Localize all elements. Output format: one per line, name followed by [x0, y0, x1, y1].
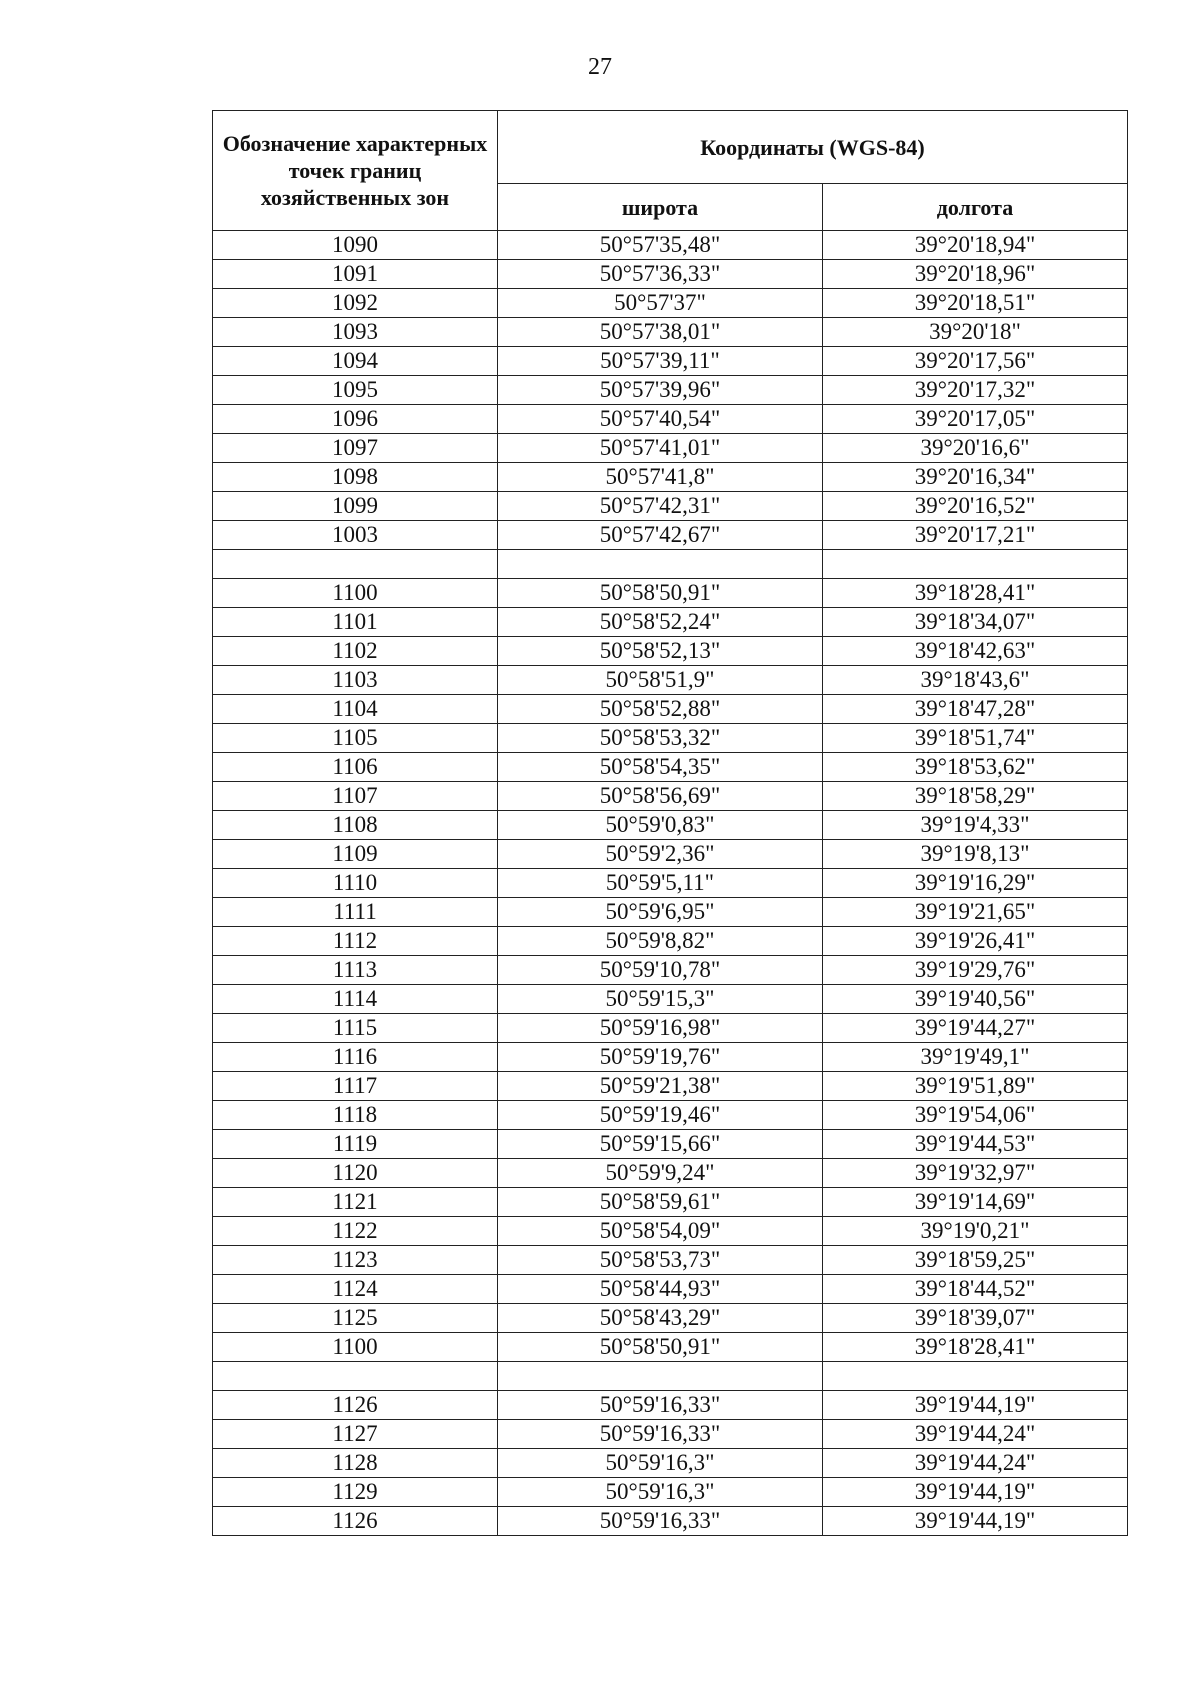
table-row — [213, 1275, 1128, 1304]
table-row — [213, 1101, 1128, 1130]
latitude-cell: 50°58'53,32" — [498, 724, 823, 753]
header-coordinates: Координаты (WGS-84) — [498, 111, 1128, 184]
latitude-cell: 50°58'59,61" — [498, 1188, 823, 1217]
table-row — [213, 1449, 1128, 1478]
coordinates-table-container — [212, 110, 1127, 1536]
latitude-cell: 50°59'16,98" — [498, 1014, 823, 1043]
latitude-cell: 50°57'41,01" — [498, 434, 823, 463]
longitude-cell: 39°19'54,06" — [823, 1101, 1128, 1130]
point-id-cell: 1003 — [213, 521, 498, 550]
longitude-cell: 39°20'17,56" — [823, 347, 1128, 376]
longitude-cell: 39°20'17,05" — [823, 405, 1128, 434]
latitude-cell: 50°57'37" — [498, 289, 823, 318]
page-number: 27 — [588, 54, 612, 80]
point-id-cell: 1101 — [213, 608, 498, 637]
table-row — [213, 1246, 1128, 1275]
table-row — [213, 1014, 1128, 1043]
table-row — [213, 1072, 1128, 1101]
table-row — [213, 434, 1128, 463]
point-id-cell: 1090 — [213, 231, 498, 260]
table-row — [213, 1159, 1128, 1188]
table-row — [213, 869, 1128, 898]
point-id-cell: 1119 — [213, 1130, 498, 1159]
point-id-cell: 1107 — [213, 782, 498, 811]
table-row — [213, 782, 1128, 811]
longitude-cell: 39°19'14,69" — [823, 1188, 1128, 1217]
latitude-cell: 50°57'39,11" — [498, 347, 823, 376]
longitude-cell: 39°19'44,24" — [823, 1449, 1128, 1478]
point-id-cell: 1126 — [213, 1507, 498, 1536]
longitude-cell: 39°18'51,74" — [823, 724, 1128, 753]
latitude-cell: 50°57'40,54" — [498, 405, 823, 434]
latitude-cell: 50°59'16,33" — [498, 1420, 823, 1449]
point-id-cell: 1129 — [213, 1478, 498, 1507]
table-row — [213, 1362, 1128, 1391]
point-id-cell: 1100 — [213, 579, 498, 608]
longitude-cell: 39°20'18,94" — [823, 231, 1128, 260]
longitude-cell: 39°19'40,56" — [823, 985, 1128, 1014]
point-id-cell: 1094 — [213, 347, 498, 376]
table-row — [213, 753, 1128, 782]
table-row — [213, 405, 1128, 434]
header-longitude: долгота — [823, 184, 1128, 231]
latitude-cell: 50°58'53,73" — [498, 1246, 823, 1275]
table-row — [213, 289, 1128, 318]
longitude-cell: 39°18'44,52" — [823, 1275, 1128, 1304]
latitude-cell: 50°59'8,82" — [498, 927, 823, 956]
longitude-cell: 39°19'49,1" — [823, 1043, 1128, 1072]
longitude-cell: 39°20'17,21" — [823, 521, 1128, 550]
point-id-cell: 1122 — [213, 1217, 498, 1246]
latitude-cell: 50°59'21,38" — [498, 1072, 823, 1101]
longitude-cell: 39°19'26,41" — [823, 927, 1128, 956]
longitude-cell: 39°18'43,6" — [823, 666, 1128, 695]
longitude-cell — [823, 550, 1128, 579]
latitude-cell: 50°59'0,83" — [498, 811, 823, 840]
latitude-cell: 50°59'15,3" — [498, 985, 823, 1014]
point-id-cell: 1125 — [213, 1304, 498, 1333]
table-row — [213, 550, 1128, 579]
header-latitude: широта — [498, 184, 823, 231]
latitude-cell: 50°57'41,8" — [498, 463, 823, 492]
longitude-cell: 39°20'16,52" — [823, 492, 1128, 521]
table-header — [213, 111, 1128, 231]
point-id-cell: 1116 — [213, 1043, 498, 1072]
latitude-cell: 50°59'16,33" — [498, 1391, 823, 1420]
table-row — [213, 1217, 1128, 1246]
latitude-cell: 50°58'52,13" — [498, 637, 823, 666]
latitude-cell: 50°59'19,76" — [498, 1043, 823, 1072]
point-id-cell: 1128 — [213, 1449, 498, 1478]
point-id-cell: 1118 — [213, 1101, 498, 1130]
latitude-cell: 50°58'51,9" — [498, 666, 823, 695]
table-row — [213, 1130, 1128, 1159]
latitude-cell: 50°59'5,11" — [498, 869, 823, 898]
longitude-cell: 39°19'44,27" — [823, 1014, 1128, 1043]
table-row — [213, 231, 1128, 260]
latitude-cell: 50°59'2,36" — [498, 840, 823, 869]
table-row — [213, 1420, 1128, 1449]
latitude-cell: 50°59'6,95" — [498, 898, 823, 927]
longitude-cell: 39°19'44,19" — [823, 1391, 1128, 1420]
longitude-cell: 39°19'29,76" — [823, 956, 1128, 985]
table-row — [213, 463, 1128, 492]
longitude-cell: 39°20'18,51" — [823, 289, 1128, 318]
latitude-cell: 50°58'56,69" — [498, 782, 823, 811]
table-row — [213, 260, 1128, 289]
latitude-cell: 50°58'52,24" — [498, 608, 823, 637]
longitude-cell: 39°18'53,62" — [823, 753, 1128, 782]
point-id-cell: 1097 — [213, 434, 498, 463]
table-row — [213, 985, 1128, 1014]
point-id-cell: 1093 — [213, 318, 498, 347]
table-row — [213, 1391, 1128, 1420]
table-row — [213, 376, 1128, 405]
point-id-cell: 1098 — [213, 463, 498, 492]
table-row — [213, 1478, 1128, 1507]
latitude-cell: 50°58'50,91" — [498, 579, 823, 608]
longitude-cell: 39°18'39,07" — [823, 1304, 1128, 1333]
point-id-cell: 1095 — [213, 376, 498, 405]
longitude-cell: 39°18'42,63" — [823, 637, 1128, 666]
longitude-cell: 39°19'44,19" — [823, 1507, 1128, 1536]
table-row — [213, 1188, 1128, 1217]
latitude-cell: 50°59'10,78" — [498, 956, 823, 985]
point-id-cell: 1108 — [213, 811, 498, 840]
point-id-cell — [213, 1362, 498, 1391]
point-id-cell: 1121 — [213, 1188, 498, 1217]
table-row — [213, 318, 1128, 347]
point-id-cell: 1113 — [213, 956, 498, 985]
table-row — [213, 1507, 1128, 1536]
point-id-cell: 1117 — [213, 1072, 498, 1101]
latitude-cell: 50°59'9,24" — [498, 1159, 823, 1188]
latitude-cell: 50°58'50,91" — [498, 1333, 823, 1362]
longitude-cell: 39°18'28,41" — [823, 1333, 1128, 1362]
longitude-cell: 39°20'17,32" — [823, 376, 1128, 405]
latitude-cell: 50°57'42,67" — [498, 521, 823, 550]
point-id-cell: 1115 — [213, 1014, 498, 1043]
longitude-cell: 39°19'44,24" — [823, 1420, 1128, 1449]
point-id-cell: 1104 — [213, 695, 498, 724]
table-row — [213, 521, 1128, 550]
table-row — [213, 492, 1128, 521]
longitude-cell: 39°19'51,89" — [823, 1072, 1128, 1101]
latitude-cell: 50°59'16,3" — [498, 1449, 823, 1478]
point-id-cell: 1114 — [213, 985, 498, 1014]
point-id-cell: 1096 — [213, 405, 498, 434]
table-body — [213, 231, 1128, 1536]
table-row — [213, 1333, 1128, 1362]
longitude-cell: 39°19'16,29" — [823, 869, 1128, 898]
point-id-cell: 1099 — [213, 492, 498, 521]
table-row — [213, 637, 1128, 666]
point-id-cell: 1127 — [213, 1420, 498, 1449]
latitude-cell — [498, 550, 823, 579]
longitude-cell: 39°18'58,29" — [823, 782, 1128, 811]
longitude-cell: 39°20'18,96" — [823, 260, 1128, 289]
latitude-cell: 50°57'35,48" — [498, 231, 823, 260]
table-row — [213, 579, 1128, 608]
table-row — [213, 898, 1128, 927]
latitude-cell: 50°57'36,33" — [498, 260, 823, 289]
table-row — [213, 811, 1128, 840]
longitude-cell: 39°19'44,19" — [823, 1478, 1128, 1507]
header-designation: Обозначение характерных точек границ хозяйственных зон — [213, 111, 498, 231]
table-row — [213, 840, 1128, 869]
latitude-cell: 50°58'43,29" — [498, 1304, 823, 1333]
latitude-cell — [498, 1362, 823, 1391]
point-id-cell: 1100 — [213, 1333, 498, 1362]
table-row — [213, 666, 1128, 695]
longitude-cell: 39°19'21,65" — [823, 898, 1128, 927]
longitude-cell: 39°19'32,97" — [823, 1159, 1128, 1188]
longitude-cell: 39°19'4,33" — [823, 811, 1128, 840]
latitude-cell: 50°58'54,35" — [498, 753, 823, 782]
latitude-cell: 50°58'52,88" — [498, 695, 823, 724]
latitude-cell: 50°57'38,01" — [498, 318, 823, 347]
point-id-cell: 1091 — [213, 260, 498, 289]
latitude-cell: 50°58'54,09" — [498, 1217, 823, 1246]
longitude-cell: 39°20'18" — [823, 318, 1128, 347]
longitude-cell: 39°18'28,41" — [823, 579, 1128, 608]
latitude-cell: 50°59'19,46" — [498, 1101, 823, 1130]
table-row — [213, 927, 1128, 956]
point-id-cell: 1112 — [213, 927, 498, 956]
table-row — [213, 347, 1128, 376]
point-id-cell: 1120 — [213, 1159, 498, 1188]
point-id-cell: 1092 — [213, 289, 498, 318]
point-id-cell: 1123 — [213, 1246, 498, 1275]
latitude-cell: 50°59'15,66" — [498, 1130, 823, 1159]
point-id-cell: 1124 — [213, 1275, 498, 1304]
latitude-cell: 50°58'44,93" — [498, 1275, 823, 1304]
latitude-cell: 50°59'16,3" — [498, 1478, 823, 1507]
latitude-cell: 50°57'39,96" — [498, 376, 823, 405]
point-id-cell — [213, 550, 498, 579]
point-id-cell: 1126 — [213, 1391, 498, 1420]
longitude-cell: 39°19'44,53" — [823, 1130, 1128, 1159]
table-row — [213, 1304, 1128, 1333]
point-id-cell: 1106 — [213, 753, 498, 782]
longitude-cell: 39°20'16,6" — [823, 434, 1128, 463]
longitude-cell: 39°19'8,13" — [823, 840, 1128, 869]
table-row — [213, 956, 1128, 985]
coordinates-table — [212, 110, 1128, 1536]
point-id-cell: 1111 — [213, 898, 498, 927]
point-id-cell: 1103 — [213, 666, 498, 695]
point-id-cell: 1105 — [213, 724, 498, 753]
point-id-cell: 1109 — [213, 840, 498, 869]
table-row — [213, 724, 1128, 753]
point-id-cell: 1110 — [213, 869, 498, 898]
table-row — [213, 1043, 1128, 1072]
longitude-cell — [823, 1362, 1128, 1391]
longitude-cell: 39°20'16,34" — [823, 463, 1128, 492]
longitude-cell: 39°18'47,28" — [823, 695, 1128, 724]
table-row — [213, 695, 1128, 724]
longitude-cell: 39°19'0,21" — [823, 1217, 1128, 1246]
latitude-cell: 50°57'42,31" — [498, 492, 823, 521]
longitude-cell: 39°18'59,25" — [823, 1246, 1128, 1275]
latitude-cell: 50°59'16,33" — [498, 1507, 823, 1536]
longitude-cell: 39°18'34,07" — [823, 608, 1128, 637]
point-id-cell: 1102 — [213, 637, 498, 666]
table-row — [213, 608, 1128, 637]
